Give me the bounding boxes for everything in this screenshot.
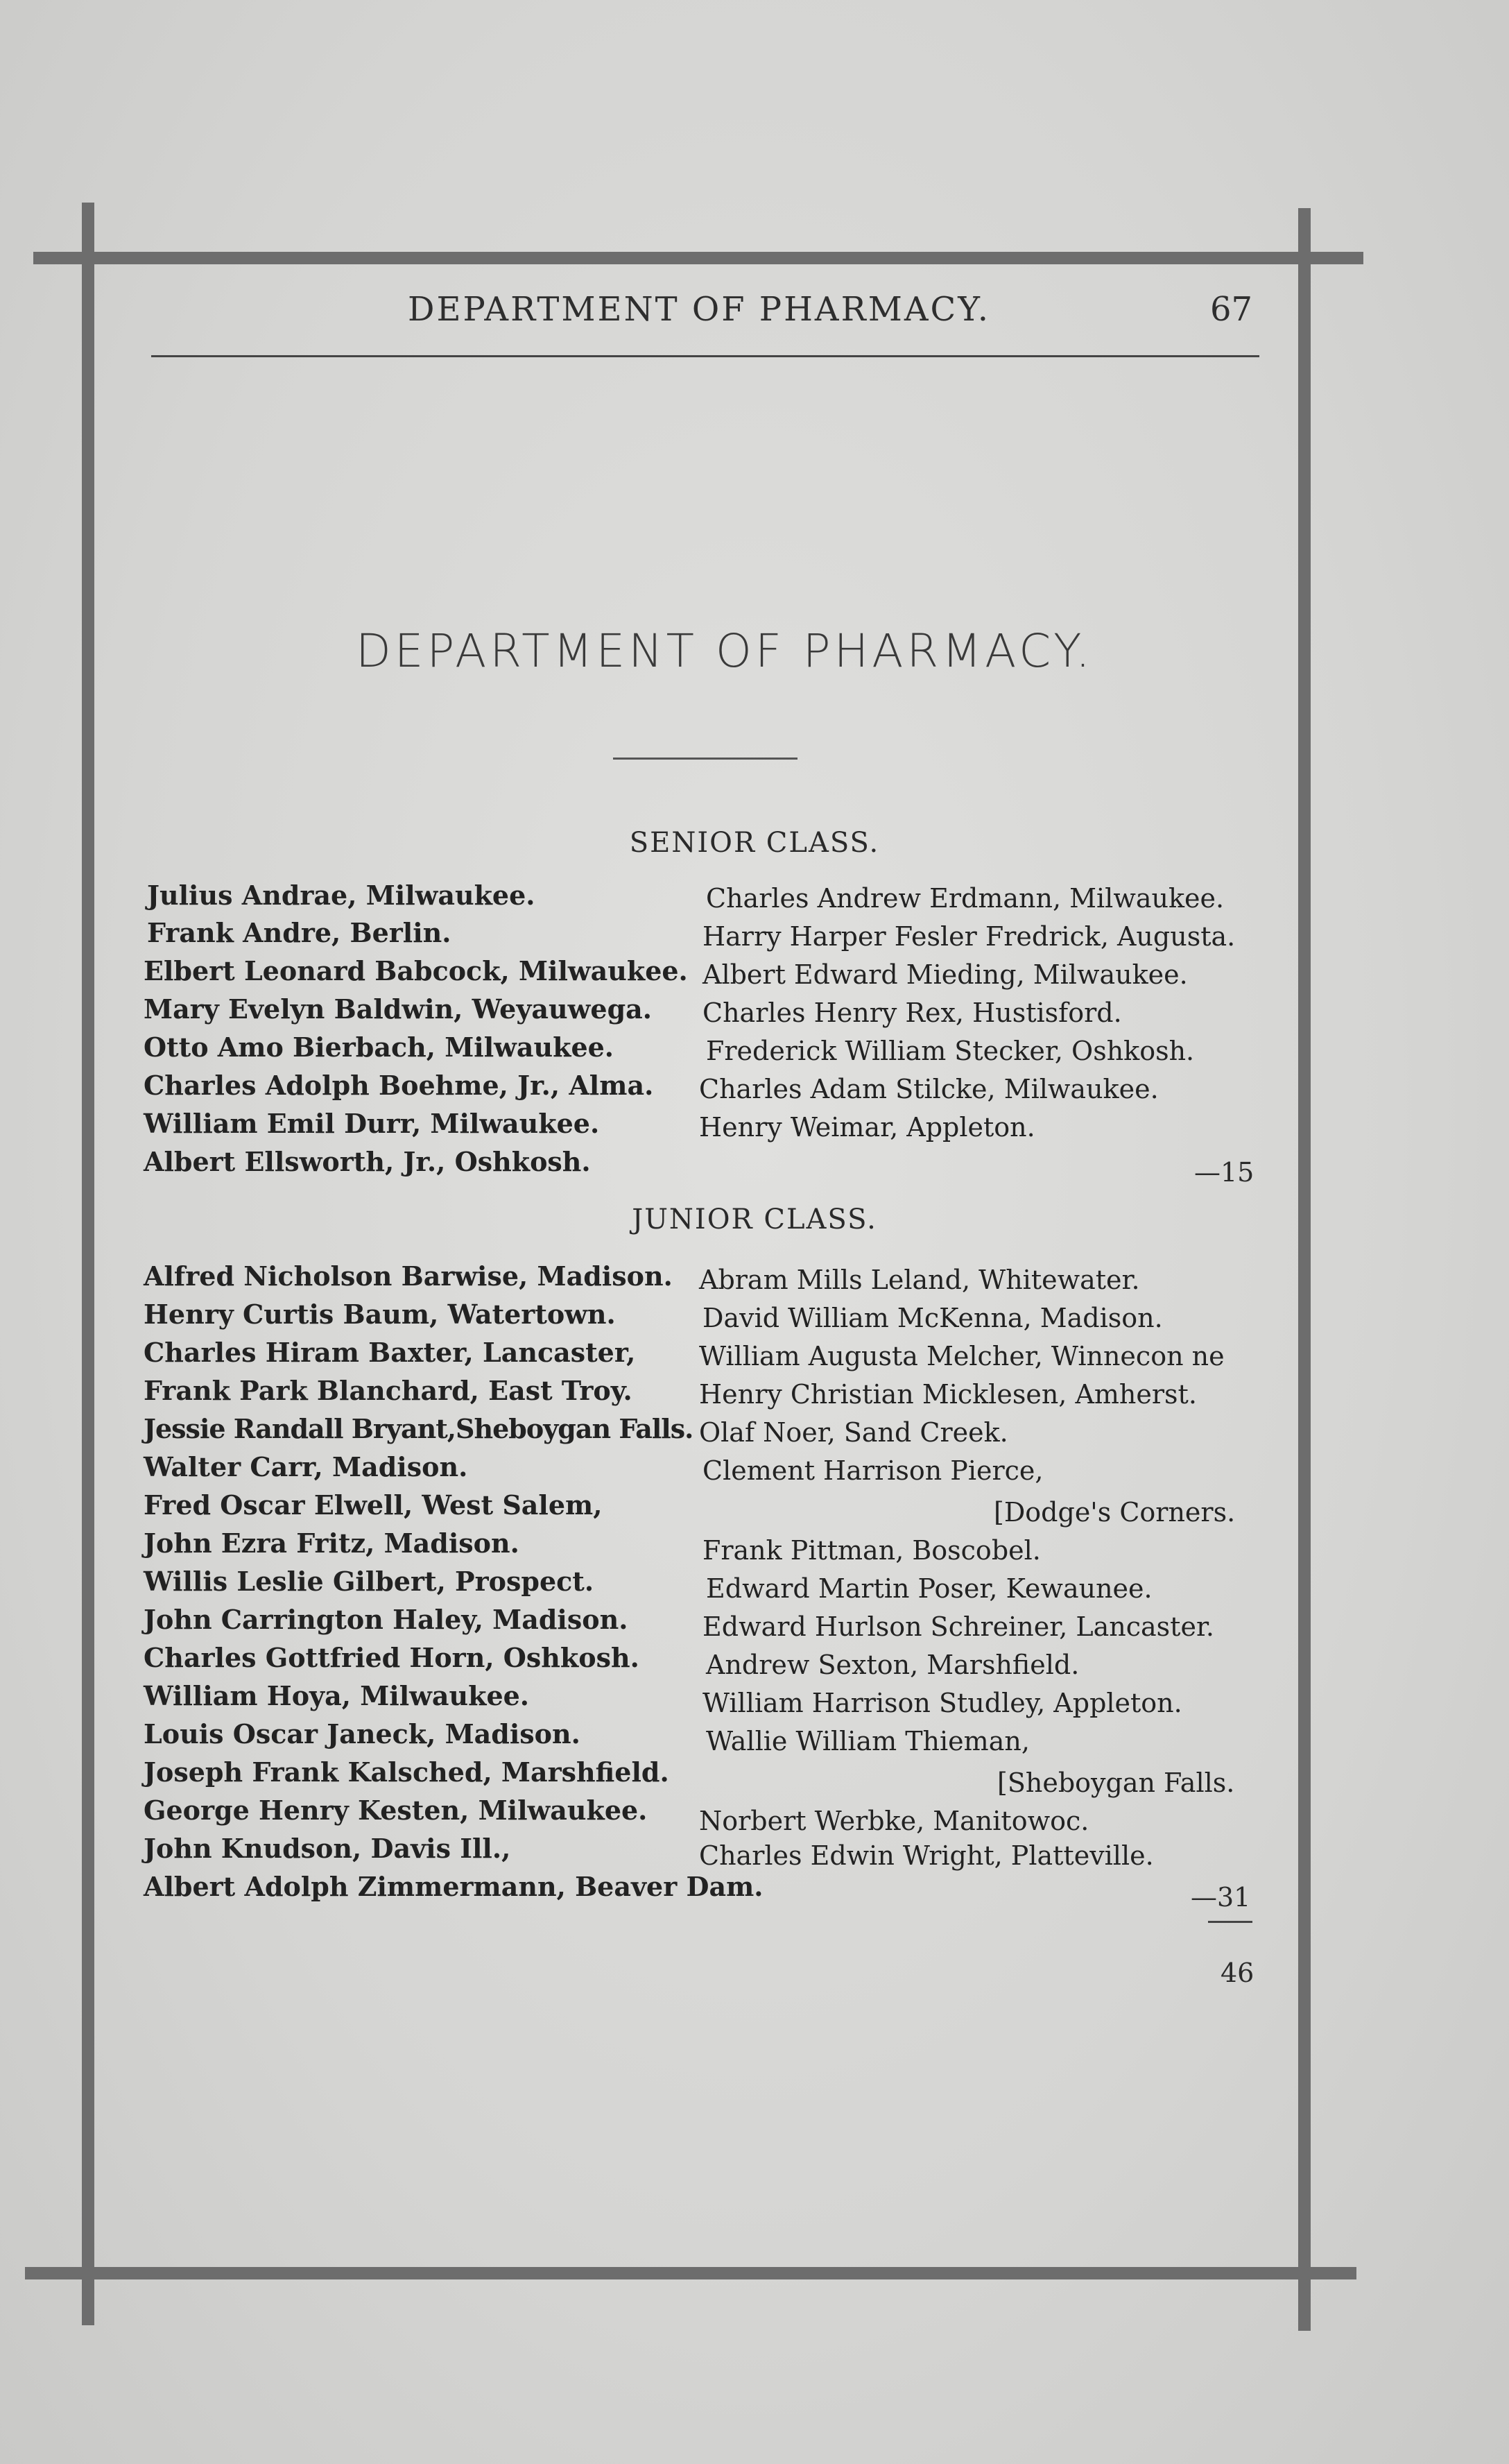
running-header-title: DEPARTMENT OF PHARMACY. xyxy=(408,290,991,329)
list-item: Charles Henry Rex, Hustisford. xyxy=(702,998,1122,1028)
department-heading: DEPARTMENT OF PHARMACY. xyxy=(355,624,1094,678)
list-item: Abram Mills Leland, Whitewater. xyxy=(699,1265,1140,1295)
list-item: Charles Edwin Wright, Platteville. xyxy=(699,1840,1154,1871)
list-item: John Carrington Haley, Madison. xyxy=(144,1604,628,1635)
list-item: Edward Hurlson Schreiner, Lancaster. xyxy=(702,1611,1215,1642)
list-item: Edward Martin Poser, Kewaunee. xyxy=(706,1573,1153,1604)
list-item: [Dodge's Corners. xyxy=(994,1497,1236,1528)
frame-right-rule xyxy=(1298,208,1311,2331)
list-item: Henry Curtis Baum, Watertown. xyxy=(144,1299,616,1330)
list-item: Frank Pittman, Boscobel. xyxy=(702,1535,1041,1566)
list-item: William Hoya, Milwaukee. xyxy=(144,1680,530,1711)
junior-class-heading: JUNIOR CLASS. xyxy=(632,1204,877,1235)
list-item: Joseph Frank Kalsched, Marshfield. xyxy=(144,1756,669,1788)
frame-left-rule xyxy=(82,203,94,2325)
list-item: Charles Andrew Erdmann, Milwaukee. xyxy=(706,883,1225,914)
list-item: David William McKenna, Madison. xyxy=(702,1303,1163,1333)
grand-total: 46 xyxy=(1221,1958,1254,1988)
list-item: Elbert Leonard Babcock, Milwaukee. xyxy=(144,955,688,986)
list-item: William Harrison Studley, Appleton. xyxy=(702,1688,1182,1718)
list-item: Henry Christian Micklesen, Amherst. xyxy=(699,1379,1197,1410)
list-item: Albert Edward Mieding, Milwaukee. xyxy=(702,959,1188,990)
list-item: Henry Weimar, Appleton. xyxy=(699,1112,1035,1143)
header-rule xyxy=(151,355,1259,357)
list-item: [Sheboygan Falls. xyxy=(997,1768,1235,1798)
total-rule xyxy=(1208,1921,1252,1923)
list-item: William Emil Durr, Milwaukee. xyxy=(144,1108,600,1139)
junior-total: —31 xyxy=(1191,1882,1251,1913)
list-item: Clement Harrison Pierce, xyxy=(702,1455,1044,1486)
list-item: Otto Amo Bierbach, Milwaukee. xyxy=(144,1032,614,1063)
list-item: John Knudson, Davis Ill., xyxy=(144,1833,511,1864)
list-item: Wallie William Thieman, xyxy=(706,1726,1030,1756)
list-item: Willis Leslie Gilbert, Prospect. xyxy=(144,1566,594,1597)
list-item: John Ezra Fritz, Madison. xyxy=(144,1528,519,1559)
list-item: Julius Andrae, Milwaukee. xyxy=(147,880,535,911)
list-item: Harry Harper Fesler Fredrick, Augusta. xyxy=(702,921,1236,952)
heading-divider xyxy=(613,758,797,760)
list-item: Frederick William Stecker, Oshkosh. xyxy=(706,1036,1195,1066)
list-item: Mary Evelyn Baldwin, Weyauwega. xyxy=(144,993,652,1025)
frame-bottom-rule xyxy=(25,2267,1356,2279)
list-item: Charles Hiram Baxter, Lancaster, xyxy=(144,1337,636,1368)
list-item: Alfred Nicholson Barwise, Madison. xyxy=(144,1260,673,1292)
list-item: Norbert Werbke, Manitowoc. xyxy=(699,1806,1089,1836)
list-item: Frank Andre, Berlin. xyxy=(147,917,451,948)
list-item: Frank Park Blanchard, East Troy. xyxy=(144,1375,632,1406)
frame-top-rule xyxy=(33,252,1363,264)
list-item: Olaf Noer, Sand Creek. xyxy=(699,1417,1008,1448)
list-item: William Augusta Melcher, Winnecon ne xyxy=(699,1341,1225,1371)
list-item: George Henry Kesten, Milwaukee. xyxy=(144,1795,648,1826)
list-item: Charles Gottfried Horn, Oshkosh. xyxy=(144,1642,639,1673)
list-item: Jessie Randall Bryant,Sheboygan Falls. xyxy=(144,1413,693,1444)
senior-class-heading: SENIOR CLASS. xyxy=(629,827,880,859)
list-item: Charles Adam Stilcke, Milwaukee. xyxy=(699,1074,1159,1104)
page-number: 67 xyxy=(1210,290,1253,329)
list-item: Louis Oscar Janeck, Madison. xyxy=(144,1718,580,1749)
list-item: Walter Carr, Madison. xyxy=(144,1451,468,1482)
list-item: Albert Adolph Zimmermann, Beaver Dam. xyxy=(144,1871,764,1902)
list-item: Charles Adolph Boehme, Jr., Alma. xyxy=(144,1070,654,1101)
senior-total: —15 xyxy=(1194,1157,1254,1188)
list-item: Andrew Sexton, Marshfield. xyxy=(706,1650,1080,1680)
list-item: Albert Ellsworth, Jr., Oshkosh. xyxy=(144,1146,591,1177)
list-item: Fred Oscar Elwell, West Salem, xyxy=(144,1489,603,1521)
